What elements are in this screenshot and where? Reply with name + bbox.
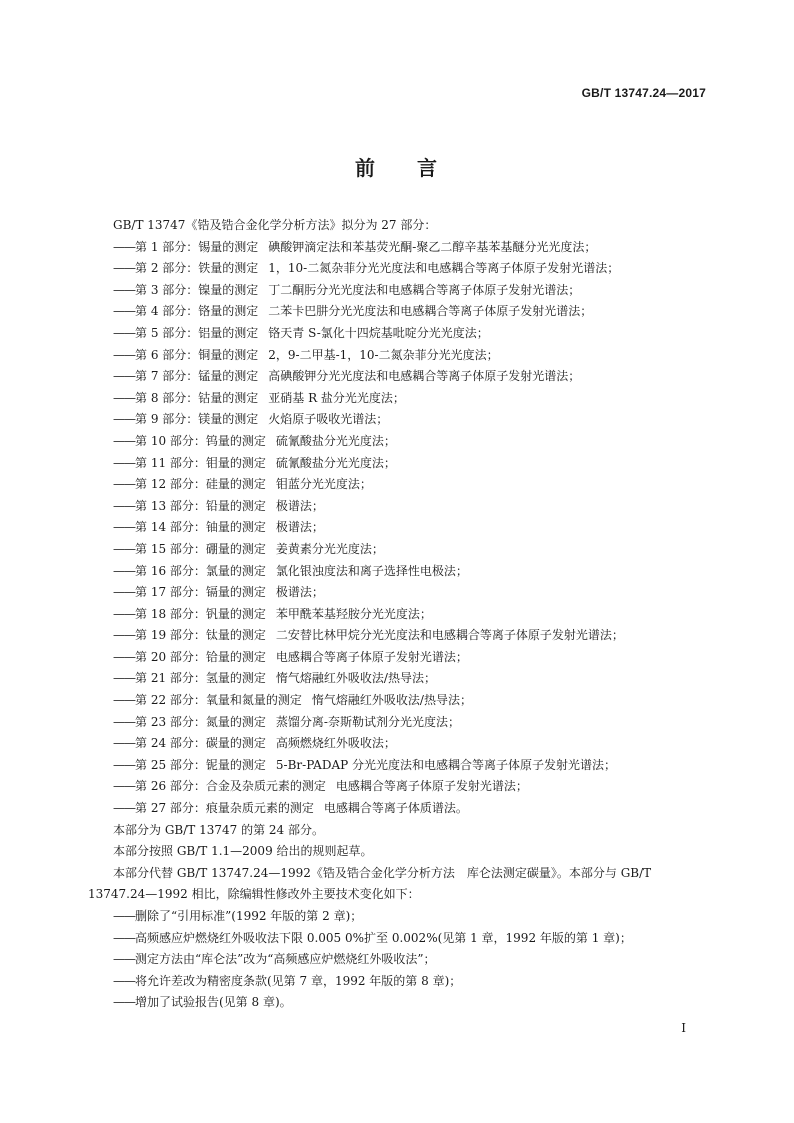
dash-marker: —— bbox=[113, 952, 135, 967]
part-list-item bbox=[88, 733, 706, 755]
part-list-item bbox=[88, 517, 706, 539]
part-list-item bbox=[88, 323, 706, 345]
part-label: 第 22 部分：氧量和氮量的测定 bbox=[135, 693, 302, 708]
dash-marker: —— bbox=[113, 693, 135, 708]
dash-marker: —— bbox=[113, 304, 135, 319]
part-label: 第 15 部分：硼量的测定 bbox=[135, 541, 266, 556]
part-label: 第 2 部分：铁量的测定 bbox=[135, 261, 259, 276]
part-list-item bbox=[88, 647, 706, 669]
standard-code: GB/T 13747.24—2017 bbox=[581, 86, 706, 100]
changes-list bbox=[88, 906, 706, 1014]
part-label: 第 25 部分：铌量的测定 bbox=[135, 757, 266, 772]
part-label: 第 1 部分：锡量的测定 bbox=[135, 239, 259, 254]
dash-marker: —— bbox=[113, 498, 135, 513]
part-method: 氯化银浊度法和离子选择性电极法； bbox=[275, 563, 468, 578]
part-label: 第 18 部分：钒量的测定 bbox=[135, 606, 266, 621]
dash-marker: —— bbox=[113, 628, 135, 643]
dash-marker: —— bbox=[113, 714, 135, 729]
change-list-item bbox=[88, 992, 706, 1014]
dash-marker: —— bbox=[113, 909, 135, 923]
dash-marker: —— bbox=[113, 801, 135, 816]
part-method: 硫氰酸盐分光光度法； bbox=[275, 433, 396, 448]
dash-marker: —— bbox=[113, 585, 135, 600]
change-text: 删除了“引用标准”(1992 年版的第 2 章)； bbox=[135, 909, 363, 923]
part-method: 高碘酸钾分光光度法和电感耦合等离子体原子发射光谱法； bbox=[268, 369, 581, 384]
part-label: 第 5 部分：铝量的测定 bbox=[135, 325, 259, 340]
replaces-statement: 本部分代替 GB/T 13747.24—1992《锆及锆合金化学分析方法 库仑法测定碳量》。本部分与 GB/T 13747.24—1992 相比，除编辑性修改外主要技术变化如下： bbox=[88, 865, 652, 902]
part-method: 蒸馏分离-奈斯勒试剂分光光度法； bbox=[275, 714, 460, 729]
dash-marker: —— bbox=[113, 347, 135, 362]
change-list-item bbox=[88, 971, 706, 993]
change-text: 测定方法由“库仑法”改为“高频感应炉燃烧红外吸收法”； bbox=[135, 952, 436, 967]
part-list-item bbox=[88, 712, 706, 734]
part-label: 第 14 部分：铀量的测定 bbox=[135, 520, 266, 535]
change-text: 增加了试验报告(见第 8 章)。 bbox=[135, 995, 292, 1010]
part-label: 第 13 部分：铅量的测定 bbox=[135, 498, 266, 513]
part-method: 电感耦合等离子体原子发射光谱法； bbox=[335, 779, 528, 794]
dash-marker: —— bbox=[113, 520, 135, 535]
part-method: 姜黄素分光光度法； bbox=[275, 541, 384, 556]
dash-marker: —— bbox=[113, 477, 135, 492]
part-method: 亚硝基 R 盐分光光度法； bbox=[268, 390, 405, 405]
intro-paragraph: GB/T 13747《锆及锆合金化学分析方法》拟分为 27 部分： bbox=[113, 218, 437, 232]
dash-marker: —— bbox=[113, 973, 135, 988]
part-list-item bbox=[88, 345, 706, 367]
part-list-item bbox=[88, 453, 706, 475]
part-label: 第 24 部分：碳量的测定 bbox=[135, 736, 266, 751]
part-label: 第 20 部分：铪量的测定 bbox=[135, 649, 266, 664]
title-char-1: 前 bbox=[355, 156, 377, 180]
part-method: 极谱法； bbox=[275, 520, 324, 535]
title-char-2: 言 bbox=[417, 156, 439, 180]
part-label: 第 3 部分：镍量的测定 bbox=[135, 282, 259, 297]
part-list-item bbox=[88, 496, 706, 518]
part-method: 惰气熔融红外吸收法/热导法； bbox=[275, 671, 436, 686]
dash-marker: —— bbox=[113, 649, 135, 664]
part-label: 第 11 部分：钼量的测定 bbox=[135, 455, 266, 470]
change-text: 高频感应炉燃烧红外吸收法下限 0.005 0%扩至 0.002%(见第 1 章，1992 年版的第 1 章)； bbox=[135, 930, 632, 945]
part-list-item bbox=[88, 431, 706, 453]
foreword-body bbox=[88, 215, 706, 1014]
part-method: 高频燃烧红外吸收法； bbox=[275, 736, 396, 751]
part-label: 第 27 部分：痕量杂质元素的测定 bbox=[135, 801, 314, 816]
part-method: 硫氰酸盐分光光度法； bbox=[275, 455, 396, 470]
part-label: 第 8 部分：钴量的测定 bbox=[135, 390, 259, 405]
part-label: 第 9 部分：镁量的测定 bbox=[135, 412, 259, 427]
part-of-statement: 本部分为 GB/T 13747 的第 24 部分。 bbox=[113, 822, 324, 837]
part-method: 极谱法； bbox=[275, 498, 324, 513]
part-label: 第 19 部分：钛量的测定 bbox=[135, 628, 266, 643]
part-method: 1，10-二氮杂菲分光光度法和电感耦合等离子体原子发射光谱法； bbox=[268, 261, 620, 276]
part-list-item bbox=[88, 388, 706, 410]
dash-marker: —— bbox=[113, 433, 135, 448]
change-list-item bbox=[88, 928, 706, 950]
part-list-item bbox=[88, 668, 706, 690]
page-number: I bbox=[681, 1021, 686, 1035]
part-method: 二安替比林甲烷分光光度法和电感耦合等离子体原子发射光谱法； bbox=[275, 628, 624, 643]
part-label: 第 4 部分：铬量的测定 bbox=[135, 304, 259, 319]
part-list-item bbox=[88, 474, 706, 496]
part-label: 第 17 部分：镉量的测定 bbox=[135, 585, 266, 600]
part-list-item bbox=[88, 561, 706, 583]
part-label: 第 26 部分：合金及杂质元素的测定 bbox=[135, 779, 326, 794]
part-label: 第 10 部分：钨量的测定 bbox=[135, 433, 266, 448]
dash-marker: —— bbox=[113, 563, 135, 578]
part-list-item bbox=[88, 237, 706, 259]
dash-marker: —— bbox=[113, 779, 135, 794]
part-list-item bbox=[88, 625, 706, 647]
part-method: 苯甲酰苯基羟胺分光光度法； bbox=[275, 606, 432, 621]
dash-marker: —— bbox=[113, 995, 135, 1010]
change-list-item bbox=[88, 906, 706, 928]
dash-marker: —— bbox=[113, 412, 135, 427]
part-list-item bbox=[88, 582, 706, 604]
part-label: 第 16 部分：氯量的测定 bbox=[135, 563, 266, 578]
part-label: 第 23 部分：氮量的测定 bbox=[135, 714, 266, 729]
part-method: 电感耦合等离子体质谱法。 bbox=[323, 801, 468, 816]
part-list-item bbox=[88, 366, 706, 388]
part-label: 第 12 部分：硅量的测定 bbox=[135, 477, 266, 492]
part-list-item bbox=[88, 755, 706, 777]
drafting-statement: 本部分按照 GB/T 1.1—2009 给出的规则起草。 bbox=[113, 844, 373, 859]
part-method: 5-Br-PADAP 分光光度法和电感耦合等离子体原子发射光谱法； bbox=[275, 757, 617, 772]
part-label: 第 7 部分：锰量的测定 bbox=[135, 369, 259, 384]
parts-list bbox=[88, 237, 706, 820]
part-list-item bbox=[88, 409, 706, 431]
dash-marker: —— bbox=[113, 390, 135, 405]
part-list-item bbox=[88, 604, 706, 626]
part-list-item bbox=[88, 776, 706, 798]
part-method: 2，9-二甲基-1，10-二氮杂菲分光光度法； bbox=[268, 347, 499, 362]
change-list-item bbox=[88, 949, 706, 971]
dash-marker: —— bbox=[113, 369, 135, 384]
part-list-item bbox=[88, 690, 706, 712]
dash-marker: —— bbox=[113, 239, 135, 254]
part-method: 惰气熔融红外吸收法/热导法； bbox=[311, 693, 472, 708]
dash-marker: —— bbox=[113, 541, 135, 556]
part-list-item bbox=[88, 301, 706, 323]
part-method: 钼蓝分光光度法； bbox=[275, 477, 372, 492]
change-text: 将允许差改为精密度条款(见第 7 章，1992 年版的第 8 章)； bbox=[135, 973, 462, 988]
part-method: 丁二酮肟分光光度法和电感耦合等离子体原子发射光谱法； bbox=[268, 282, 581, 297]
part-list-item bbox=[88, 798, 706, 820]
part-method: 火焰原子吸收光谱法； bbox=[268, 412, 389, 427]
dash-marker: —— bbox=[113, 282, 135, 297]
dash-marker: —— bbox=[113, 606, 135, 621]
part-method: 电感耦合等离子体原子发射光谱法； bbox=[275, 649, 468, 664]
dash-marker: —— bbox=[113, 671, 135, 686]
part-label: 第 6 部分：铜量的测定 bbox=[135, 347, 259, 362]
page-title bbox=[0, 152, 794, 181]
part-list-item bbox=[88, 258, 706, 280]
part-method: 二苯卡巴肼分光光度法和电感耦合等离子体原子发射光谱法； bbox=[268, 304, 593, 319]
dash-marker: —— bbox=[113, 930, 135, 945]
part-method: 极谱法； bbox=[275, 585, 324, 600]
dash-marker: —— bbox=[113, 325, 135, 340]
dash-marker: —— bbox=[113, 261, 135, 276]
dash-marker: —— bbox=[113, 736, 135, 751]
part-label: 第 21 部分：氢量的测定 bbox=[135, 671, 266, 686]
dash-marker: —— bbox=[113, 455, 135, 470]
part-list-item bbox=[88, 280, 706, 302]
part-list-item bbox=[88, 539, 706, 561]
part-method: 铬天青 S-氯化十四烷基吡啶分光光度法； bbox=[268, 325, 489, 340]
part-method: 碘酸钾滴定法和苯基荧光酮-聚乙二醇辛基苯基醚分光光度法； bbox=[268, 239, 597, 254]
dash-marker: —— bbox=[113, 757, 135, 772]
